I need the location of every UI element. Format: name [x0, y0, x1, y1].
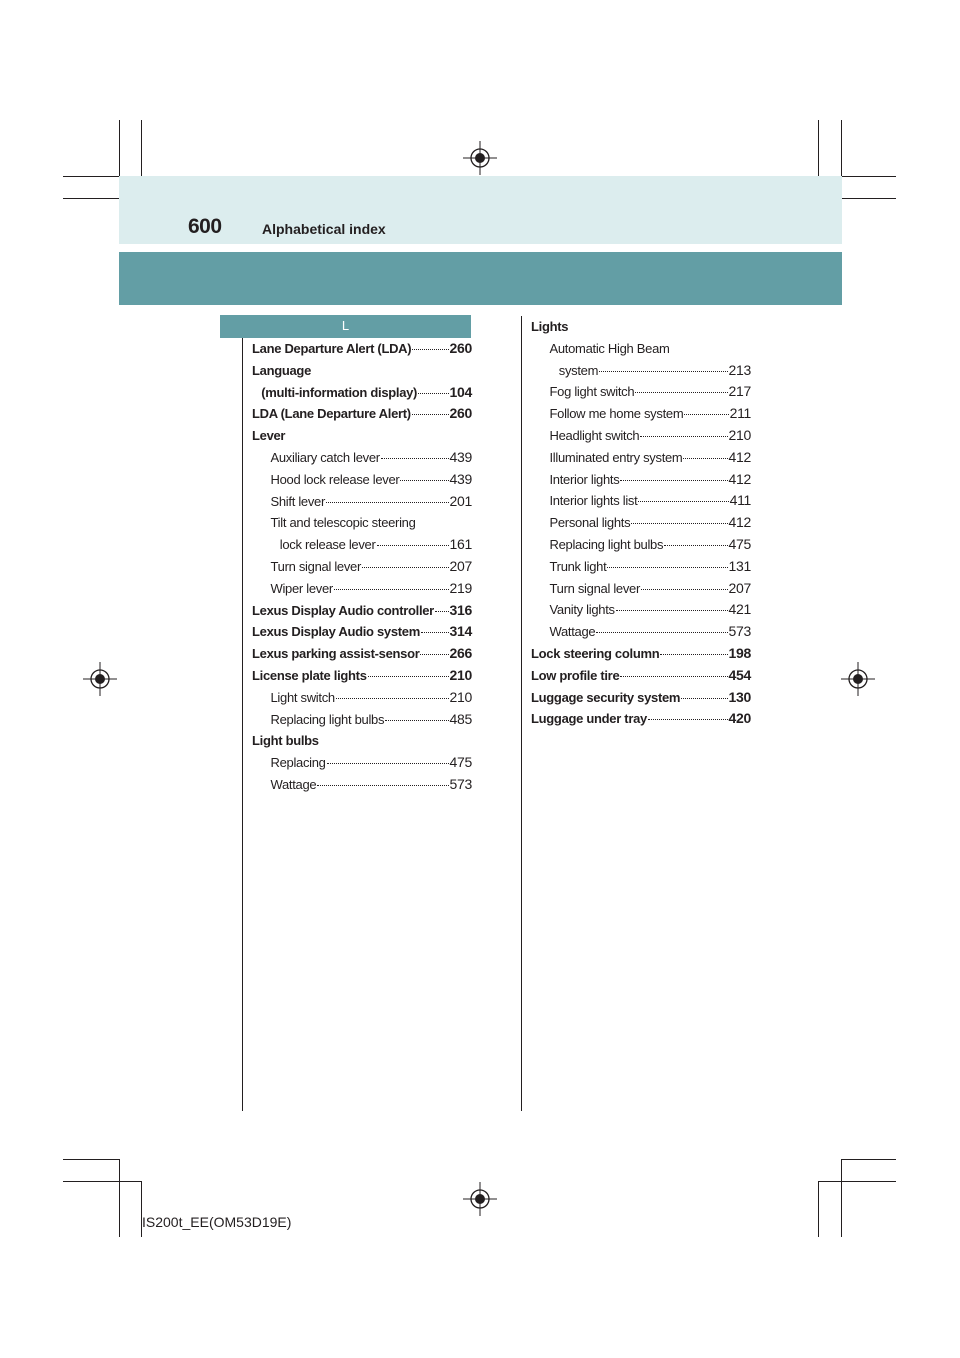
- index-entry-text: Wattage: [549, 624, 596, 640]
- registration-mark-icon: [83, 662, 117, 696]
- index-entry-text: Wiper lever: [270, 580, 333, 596]
- index-entry: [252, 578, 472, 600]
- index-entry: [252, 491, 472, 513]
- index-entry-page[interactable]: 475: [728, 535, 751, 552]
- index-entry-text: Light bulbs: [252, 733, 319, 749]
- leader-dots: [420, 654, 448, 655]
- index-entry: [252, 382, 472, 404]
- registration-mark-icon: [841, 662, 875, 696]
- index-entry-text: Replacing: [270, 755, 326, 771]
- index-entry-page[interactable]: 454: [728, 666, 751, 683]
- index-entry: [252, 600, 472, 622]
- index-entry: [252, 534, 472, 556]
- index-entry: [531, 708, 751, 730]
- leader-dots: [599, 371, 727, 372]
- index-entry: [252, 774, 472, 796]
- page-number: 600: [188, 215, 222, 238]
- leader-dots: [620, 676, 727, 677]
- index-entry-page[interactable]: 314: [449, 623, 472, 640]
- index-entry-page[interactable]: 210: [449, 666, 472, 683]
- index-entry: [531, 578, 751, 600]
- index-entry: [252, 643, 472, 665]
- index-entry-page[interactable]: 260: [449, 340, 472, 356]
- index-entry-page[interactable]: 201: [449, 492, 472, 509]
- index-entry-text: Hood lock release lever: [270, 471, 400, 487]
- index-entry-page[interactable]: 316: [449, 601, 472, 618]
- index-entry-text: Turn signal lever: [270, 558, 362, 574]
- index-entry-text: lock release lever: [279, 537, 376, 553]
- leader-dots: [336, 698, 449, 699]
- leader-dots: [660, 654, 727, 655]
- index-entry-text: Luggage under tray: [531, 711, 647, 727]
- teal-band: [119, 252, 842, 305]
- index-entry-text: Follow me home system: [549, 406, 684, 422]
- index-entry: [252, 687, 472, 709]
- index-entry-page[interactable]: 207: [728, 579, 751, 596]
- leader-dots: [362, 567, 449, 568]
- index-entry: [531, 599, 751, 621]
- index-entry-page[interactable]: 439: [449, 448, 472, 465]
- index-entry-text: LDA (Lane Departure Alert): [252, 406, 411, 422]
- index-entry: [531, 490, 751, 512]
- index-entry-text: Lights: [531, 319, 569, 334]
- index-entry-page[interactable]: 131: [728, 557, 751, 574]
- leader-dots: [418, 393, 448, 394]
- index-entry-text: Luggage security system: [531, 689, 681, 705]
- index-entry-text: License plate lights: [252, 667, 367, 683]
- index-entry: [252, 621, 472, 643]
- leader-dots: [631, 523, 727, 524]
- section-title: Alphabetical index: [262, 221, 386, 237]
- index-entry-page[interactable]: 439: [449, 470, 472, 487]
- index-entry: [252, 425, 472, 447]
- index-entry-text: Lexus Display Audio system: [252, 624, 420, 640]
- index-entry-text: Interior lights: [549, 471, 620, 487]
- index-entry-page[interactable]: 213: [728, 361, 751, 378]
- registration-mark-icon: [463, 141, 497, 175]
- index-entry-page[interactable]: 420: [728, 710, 751, 727]
- leader-dots: [412, 349, 448, 350]
- index-entry-page[interactable]: 412: [728, 470, 751, 487]
- index-entry-page[interactable]: 130: [728, 688, 751, 705]
- index-entry: [252, 752, 472, 774]
- index-entry: [531, 621, 751, 643]
- leader-dots: [616, 610, 728, 611]
- letter-heading: L: [220, 315, 471, 338]
- leader-dots: [381, 458, 449, 459]
- index-entry: [531, 316, 751, 338]
- leader-dots: [664, 545, 727, 546]
- index-entry-page[interactable]: 104: [449, 383, 472, 400]
- index-entry: [531, 360, 751, 382]
- index-entry-text: Personal lights: [549, 515, 631, 531]
- index-entry-page[interactable]: 210: [449, 688, 472, 705]
- index-entry: [531, 469, 751, 491]
- leader-dots: [681, 698, 727, 699]
- index-entry-text: Language: [252, 362, 311, 378]
- index-entry-text: Auxiliary catch lever: [270, 449, 380, 465]
- index-entry: [252, 730, 472, 752]
- index-entry-text: Wattage: [270, 776, 317, 792]
- index-entry-text: Lane Departure Alert (LDA): [252, 341, 412, 356]
- index-entry-text: Headlight switch: [549, 427, 640, 443]
- index-entry-text: Tilt and telescopic steering: [270, 515, 416, 531]
- leader-dots: [635, 392, 727, 393]
- index-entry: [531, 338, 751, 360]
- leader-dots: [684, 414, 728, 415]
- index-entry-text: Light switch: [270, 689, 335, 705]
- index-entry: [531, 512, 751, 534]
- index-entry-text: Turn signal lever: [549, 580, 641, 596]
- index-entry-text: Replacing light bulbs: [270, 711, 385, 727]
- leader-dots: [620, 480, 727, 481]
- index-entry-page[interactable]: 161: [449, 536, 472, 553]
- index-entry: [531, 447, 751, 469]
- index-entry: [531, 643, 751, 665]
- leader-dots: [640, 436, 727, 437]
- index-entry: [531, 534, 751, 556]
- index-entry-text: Replacing light bulbs: [549, 536, 664, 552]
- index-entry-text: Lexus Display Audio controller: [252, 602, 434, 618]
- leader-dots: [334, 589, 449, 590]
- index-entry: [531, 425, 751, 447]
- index-entry-page[interactable]: 475: [449, 754, 472, 771]
- index-column-right: [531, 316, 751, 730]
- index-entry-text: Low profile tire: [531, 667, 620, 683]
- index-entry-text: system: [558, 362, 599, 378]
- index-entry-page[interactable]: 210: [728, 426, 751, 443]
- index-entry-text: Lock steering column: [531, 645, 660, 661]
- index-entry-text: Vanity lights: [549, 602, 615, 618]
- leader-dots: [638, 501, 728, 502]
- leader-dots: [317, 785, 448, 786]
- index-entry: [252, 360, 472, 382]
- leader-dots: [607, 567, 727, 568]
- header-band: [119, 176, 842, 244]
- index-entry-page[interactable]: 573: [728, 623, 751, 640]
- index-entry-page[interactable]: 411: [729, 492, 751, 509]
- leader-dots: [368, 676, 449, 677]
- index-entry: [252, 338, 472, 360]
- index-entry-page[interactable]: 211: [729, 405, 751, 422]
- index-entry: [252, 447, 472, 469]
- leader-dots: [326, 502, 449, 503]
- index-entry-text: Interior lights list: [549, 493, 638, 509]
- index-entry: [531, 665, 751, 687]
- leader-dots: [641, 589, 728, 590]
- leader-dots: [596, 632, 727, 633]
- index-entry: [252, 709, 472, 731]
- index-entry: [531, 403, 751, 425]
- leader-dots: [412, 414, 449, 415]
- index-entry-text: Trunk light: [549, 558, 607, 574]
- index-entry-page[interactable]: 485: [449, 710, 472, 727]
- leader-dots: [421, 632, 449, 633]
- index-entry-page[interactable]: 219: [449, 579, 472, 596]
- index-entry: [252, 665, 472, 687]
- leader-dots: [435, 611, 449, 612]
- index-entry: [531, 687, 751, 709]
- index-entry-text: Lexus parking assist-sensor: [252, 646, 420, 662]
- index-entry-page[interactable]: 412: [728, 448, 751, 465]
- column-rule-left: [242, 338, 243, 1111]
- index-entry-page[interactable]: 573: [449, 775, 472, 792]
- index-entry: [531, 381, 751, 403]
- index-entry: [252, 469, 472, 491]
- index-entry-text: Illuminated entry system: [549, 449, 683, 465]
- index-entry-page[interactable]: 421: [728, 601, 751, 618]
- index-entry: [531, 556, 751, 578]
- leader-dots: [377, 545, 449, 546]
- leader-dots: [648, 719, 728, 720]
- index-entry-page[interactable]: 217: [728, 383, 751, 400]
- leader-dots: [327, 763, 449, 764]
- index-entry-text: Automatic High Beam: [549, 340, 670, 356]
- index-entry-page[interactable]: 207: [449, 557, 472, 574]
- leader-dots: [683, 458, 727, 459]
- index-entry-page[interactable]: 198: [728, 644, 751, 661]
- index-entry: [252, 403, 472, 425]
- document-code: IS200t_EE(OM53D19E): [142, 1214, 292, 1230]
- index-entry-text: Lever: [252, 428, 286, 444]
- column-rule-right: [521, 316, 522, 1111]
- leader-dots: [400, 480, 448, 481]
- index-entry: [252, 512, 472, 534]
- index-entry-page[interactable]: 260: [449, 405, 472, 422]
- index-column-left: [252, 338, 472, 796]
- leader-dots: [385, 720, 448, 721]
- index-entry: [252, 556, 472, 578]
- registration-mark-icon: [463, 1182, 497, 1216]
- index-entry-text: (multi-information display): [261, 384, 418, 400]
- index-entry-text: Fog light switch: [549, 384, 635, 400]
- index-entry-text: Shift lever: [270, 493, 326, 509]
- index-entry-page[interactable]: 412: [728, 514, 751, 531]
- index-entry-page[interactable]: 266: [449, 645, 472, 662]
